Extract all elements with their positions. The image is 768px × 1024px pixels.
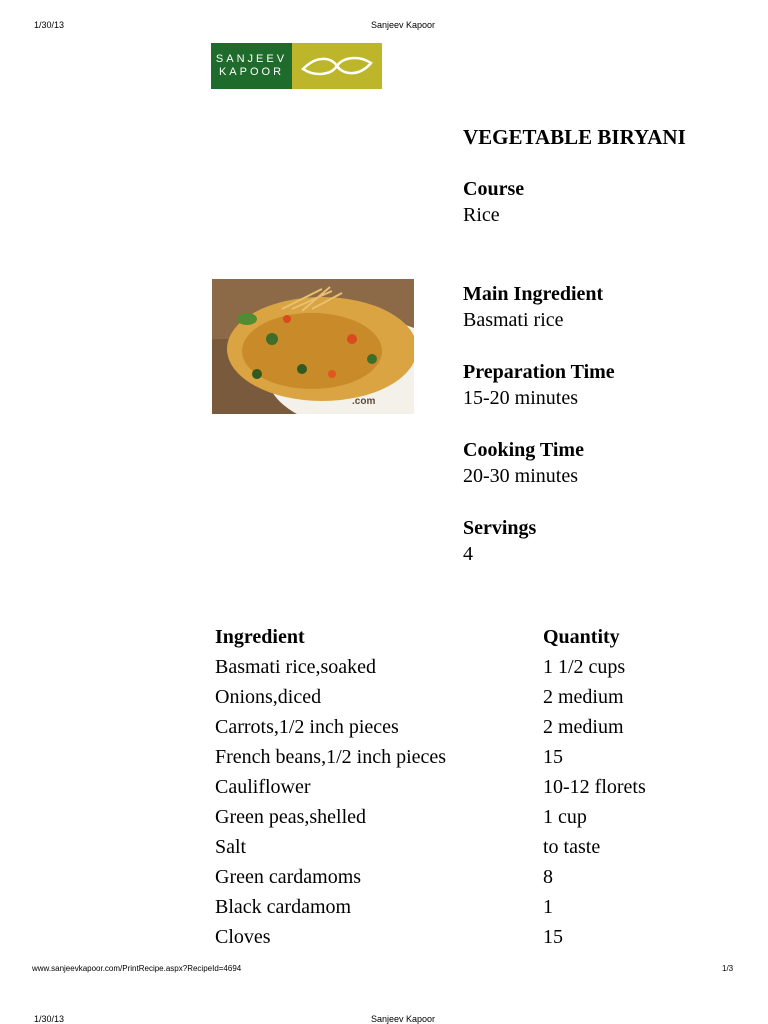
cook-time-label: Cooking Time [463, 439, 584, 461]
ingredients-table [211, 622, 727, 952]
footer-url[interactable]: www.sanjeevkapoor.com/PrintRecipe.aspx?RecipeId=4694 [32, 964, 242, 973]
table-row [211, 922, 727, 952]
ingredient-cell: Green cardamoms [215, 865, 362, 888]
ingredient-cell: Cauliflower [215, 775, 311, 798]
infinity-icon [292, 43, 382, 89]
logo-text [211, 43, 292, 89]
quantity-cell: 2 medium [543, 715, 624, 738]
cook-time-value: 20-30 minutes [463, 465, 578, 487]
quantity-cell: 2 medium [543, 685, 624, 708]
table-row [211, 892, 727, 922]
next-page-date: 1/30/13 [34, 1014, 65, 1024]
table-row [211, 712, 727, 742]
course-block [463, 176, 524, 228]
table-row [211, 682, 727, 712]
logo-line-1: SANJEEV [215, 53, 288, 65]
logo-line-2: KAPOOR [218, 66, 285, 78]
site-logo[interactable] [211, 43, 382, 89]
table-row [211, 772, 727, 802]
header-site-title: Sanjeev Kapoor [371, 20, 436, 30]
table-row [211, 802, 727, 832]
ingredient-cell: Salt [215, 835, 247, 858]
quantity-cell: 1 1/2 cups [543, 655, 626, 678]
ingredient-cell: Carrots,1/2 inch pieces [215, 715, 399, 738]
quantity-cell: 1 [543, 895, 553, 918]
cook-time-block [463, 437, 584, 489]
ingredient-cell: French beans,1/2 inch pieces [215, 745, 447, 768]
ingredient-cell: Cloves [215, 925, 271, 948]
quantity-cell: 10-12 florets [543, 775, 646, 798]
ingredient-cell: Green peas,shelled [215, 805, 367, 828]
course-value: Rice [463, 204, 500, 226]
prep-time-label: Preparation Time [463, 361, 615, 383]
ingredient-column-header: Ingredient [215, 625, 305, 648]
quantity-cell: 8 [543, 865, 553, 888]
course-label: Course [463, 178, 525, 200]
quantity-cell: 15 [543, 745, 563, 768]
servings-value: 4 [463, 543, 473, 565]
table-row [211, 862, 727, 892]
main-ingredient-label: Main Ingredient [463, 283, 604, 305]
quantity-cell: 1 cup [543, 805, 587, 828]
photo-watermark: .com [352, 396, 376, 407]
quantity-cell: to taste [543, 835, 601, 858]
table-row [211, 652, 727, 682]
table-row [211, 832, 727, 862]
ingredient-cell: Onions,diced [215, 685, 322, 708]
ingredients-header-row [211, 622, 727, 652]
footer-page-number: 1/3 [722, 964, 734, 973]
header-date: 1/30/13 [34, 20, 65, 30]
next-page-site-title: Sanjeev Kapoor [371, 1014, 436, 1024]
prep-time-value: 15-20 minutes [463, 387, 578, 409]
ingredient-cell: Basmati rice,soaked [215, 655, 377, 678]
recipe-photo [212, 279, 414, 414]
servings-block [463, 515, 536, 567]
quantity-cell: 15 [543, 925, 563, 948]
prep-time-block [463, 359, 615, 411]
table-row [211, 742, 727, 772]
main-ingredient-value: Basmati rice [463, 309, 564, 331]
main-ingredient-block [463, 281, 603, 333]
servings-label: Servings [463, 517, 537, 539]
ingredient-cell: Black cardamom [215, 895, 352, 918]
quantity-column-header: Quantity [543, 625, 620, 648]
recipe-title: VEGETABLE BIRYANI [463, 125, 686, 149]
